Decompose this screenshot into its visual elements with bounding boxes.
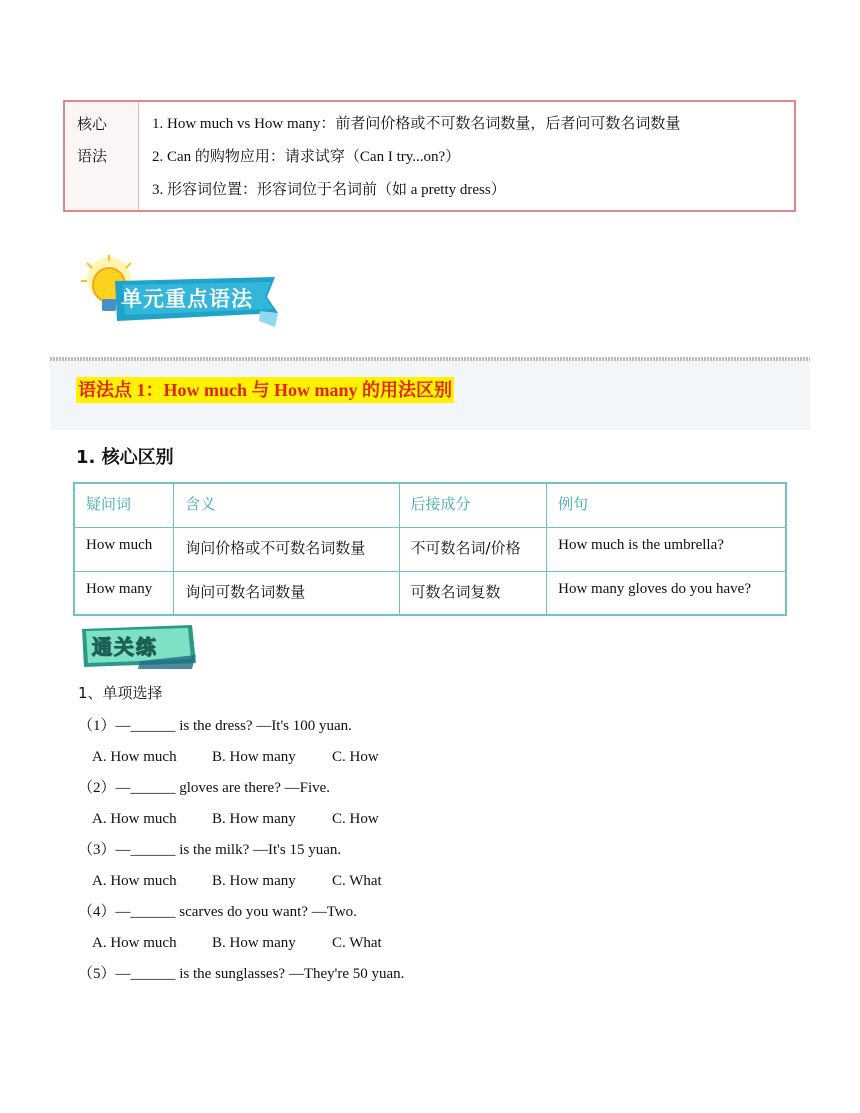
option-c[interactable]: C. What [332, 873, 382, 889]
question-4: （4）—______ scarves do you want? —Two. [78, 904, 357, 920]
table-header-cell: 含义 [174, 483, 399, 527]
question-2-options [92, 808, 379, 830]
question-4-options [92, 932, 382, 954]
table-cell: How many [74, 571, 174, 615]
table-cell: How much [74, 527, 174, 571]
summary-line-3: 3. 形容词位置：形容词位于名词前（如 a pretty dress） [152, 182, 506, 198]
table-header-cell: 例句 [547, 483, 786, 527]
option-c[interactable]: C. What [332, 935, 382, 951]
option-b[interactable]: B. How many [212, 935, 296, 951]
question-2: （2）—______ gloves are there? —Five. [78, 780, 331, 796]
option-b[interactable]: B. How many [212, 811, 296, 827]
option-b[interactable]: B. How many [212, 749, 296, 765]
question-1-options [92, 746, 379, 768]
banner-title: 单元重点语法 [121, 287, 253, 311]
grammar-point-heading: 语法点 1：How much 与 How many 的用法区别 [76, 377, 454, 403]
summary-line-2: 2. Can 的购物应用：请求试穿（Can I try...on?） [152, 149, 461, 165]
table-cell: How many gloves do you have? [547, 571, 786, 615]
table-cell: How much is the umbrella? [547, 527, 786, 571]
table-cell: 不可数名词/价格 [399, 527, 547, 571]
table-header-cell: 后接成分 [399, 483, 547, 527]
summary-line-1: 1. How much vs How many：前者问价格或不可数名词数量，后者问可数名词数量 [152, 116, 681, 132]
section-title: 1. 核心区别 [76, 447, 174, 468]
question-1: （1）—______ is the dress? —It's 100 yuan. [78, 718, 352, 734]
unit-grammar-banner [75, 255, 280, 335]
option-b[interactable]: B. How many [212, 873, 296, 889]
option-c[interactable]: C. How [332, 811, 379, 827]
key-grammar-summary-box [63, 100, 796, 212]
summary-body [140, 102, 794, 210]
grammar-point-band [50, 361, 810, 430]
option-a[interactable]: A. How much [92, 935, 177, 951]
table-cell: 可数名词复数 [399, 571, 547, 615]
question-3: （3）—______ is the milk? —It's 15 yuan. [78, 842, 342, 858]
summary-label-line1: 核心 [77, 115, 108, 133]
practice-badge [80, 625, 198, 669]
practice-badge-text: 通关练 [92, 635, 158, 659]
question-3-options [92, 870, 382, 892]
question-5: （5）—______ is the sunglasses? —They're 50 yuan. [78, 966, 405, 982]
option-a[interactable]: A. How much [92, 749, 177, 765]
summary-label [65, 102, 139, 210]
table-header-row [74, 483, 786, 527]
practice-badge-graphic [80, 625, 198, 669]
option-c[interactable]: C. How [332, 749, 379, 765]
option-a[interactable]: A. How much [92, 811, 177, 827]
option-a[interactable]: A. How much [92, 873, 177, 889]
summary-label-line2: 语法 [77, 147, 108, 165]
table-cell: 询问价格或不可数名词数量 [174, 527, 399, 571]
exercise-title: 1、单项选择 [78, 684, 163, 702]
table-row [74, 571, 786, 615]
table-row [74, 527, 786, 571]
table-header-cell: 疑问词 [74, 483, 174, 527]
table-cell: 询问可数名词数量 [174, 571, 399, 615]
comparison-table [73, 482, 787, 616]
